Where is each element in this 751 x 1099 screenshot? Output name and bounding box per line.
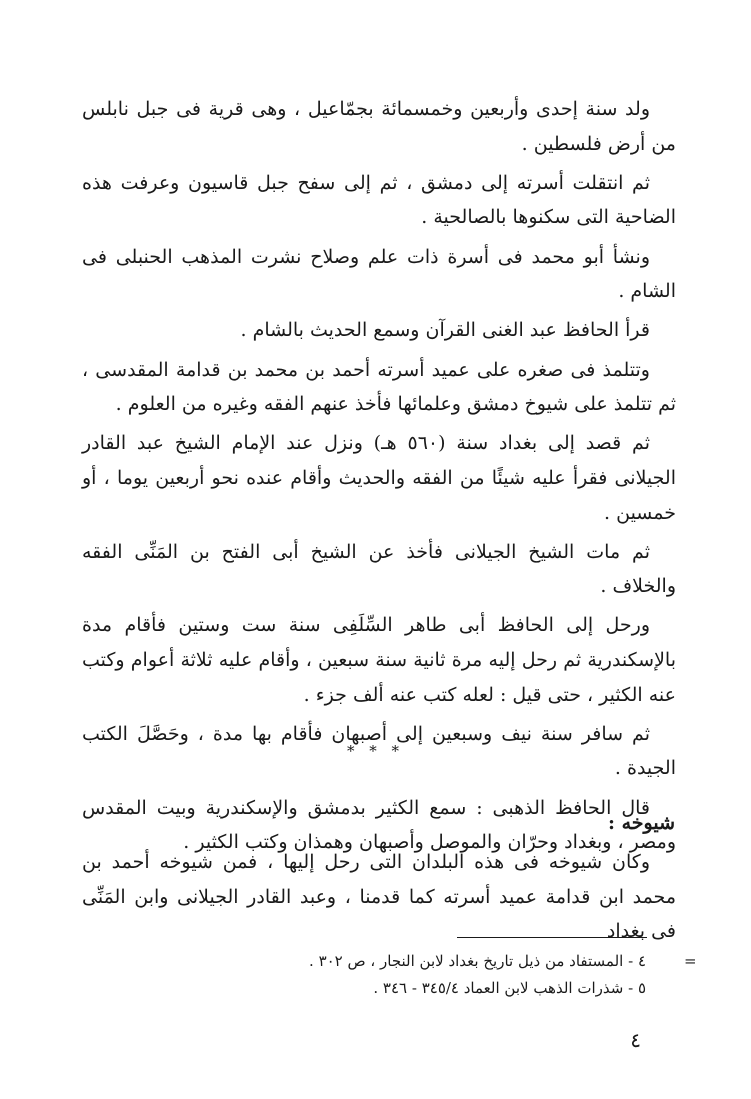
paragraph-dhahabi-quote: قال الحافظ الذهبى : سمع الكثير بدمشق والإسكندرية وبيت المقدس ومصر ، وبغداد وحرّان والموصل وأصبهان وهمذان وكتب الكثير . [82,796,676,854]
paragraph-family-move: ثم انتقلت أسرته إلى دمشق ، ثم إلى سفح جبل قاسيون وعرفت هذه الضاحية التى سكنوها بالصالحية . [82,171,676,229]
footnotes [309,948,646,1002]
paragraph-alexandria: ورحل إلى الحافظ أبى طاهر السِّلَفِى سنة ست وستين فأقام مدة بالإسكندرية ثم رحل إليه مرة ثانية سنة سبعين ، وأقام عليه ثلاثة أعوام وكتب عنه الكثير ، حتى قيل : لعله كتب عنه ألف جزء . [82,614,676,706]
section-body: وكان شيوخه فى هذه البلدان التى رحل إليها ، فمن شيوخه أحمد بن محمد ابن قدامة عميد أسرته كما قدمنا ، وعبد القادر الجيلانى وابن المَنِّى فى بغداد [82,851,676,943]
paragraph-early-teachers: وتتلمذ فى صغره على عميد أسرته أحمد بن محمد بن قدامة المقدسى ، ثم تتلمذ على شيوخ دمشق وعلمائها فأخذ عنهم الفقه وغيره من العلوم . [82,358,676,416]
page-number: ٤ [630,1028,641,1052]
paragraph-isfahan: ثم سافر سنة نيف وسبعين إلى أصبهان فأقام بها مدة ، وحَصَّلَ الكتب الجيدة . [82,722,676,780]
footnote-item: ٤ - المستفاد من ذيل تاريخ بغداد لابن النجار ، ص ٣٠٢ . [309,952,646,970]
paragraph-baghdad: ثم قصد إلى بغداد سنة (٥٦٠ هـ) ونزل عند الإمام الشيخ عبد القادر الجيلانى فقرأ عليه شيئًا من الفقه والحديث وأقام عنده نحو أربعين يوما ، أو خمسين . [82,432,676,524]
paragraph-quran-study: قرأ الحافظ عبد الغنى القرآن وسمع الحديث بالشام . [240,319,650,342]
footnote-continuation-mark: = [684,952,697,970]
paragraph-jilani-death: ثم مات الشيخ الجيلانى فأخذ عن الشيخ أبى الفتح بن المَنِّى الفقه والخلاف . [82,540,676,598]
footnote-item: ٥ - شذرات الذهب لابن العماد ٣٤٥/٤ - ٣٤٦ . [373,979,646,997]
paragraph-birth: ولد سنة إحدى وأربعين وخمسمائة بجمّاعيل ، وهى قرية فى جبل نابلس من أرض فلسطين . [82,98,676,155]
paragraph-upbringing: ونشأ أبو محمد فى أسرة ذات علم وصلاح نشرت المذهب الحنبلى فى الشام . [82,245,676,303]
section-heading: شيوخه : [607,812,675,834]
section-separator: * * * [346,742,405,760]
footnote-divider [457,937,647,938]
